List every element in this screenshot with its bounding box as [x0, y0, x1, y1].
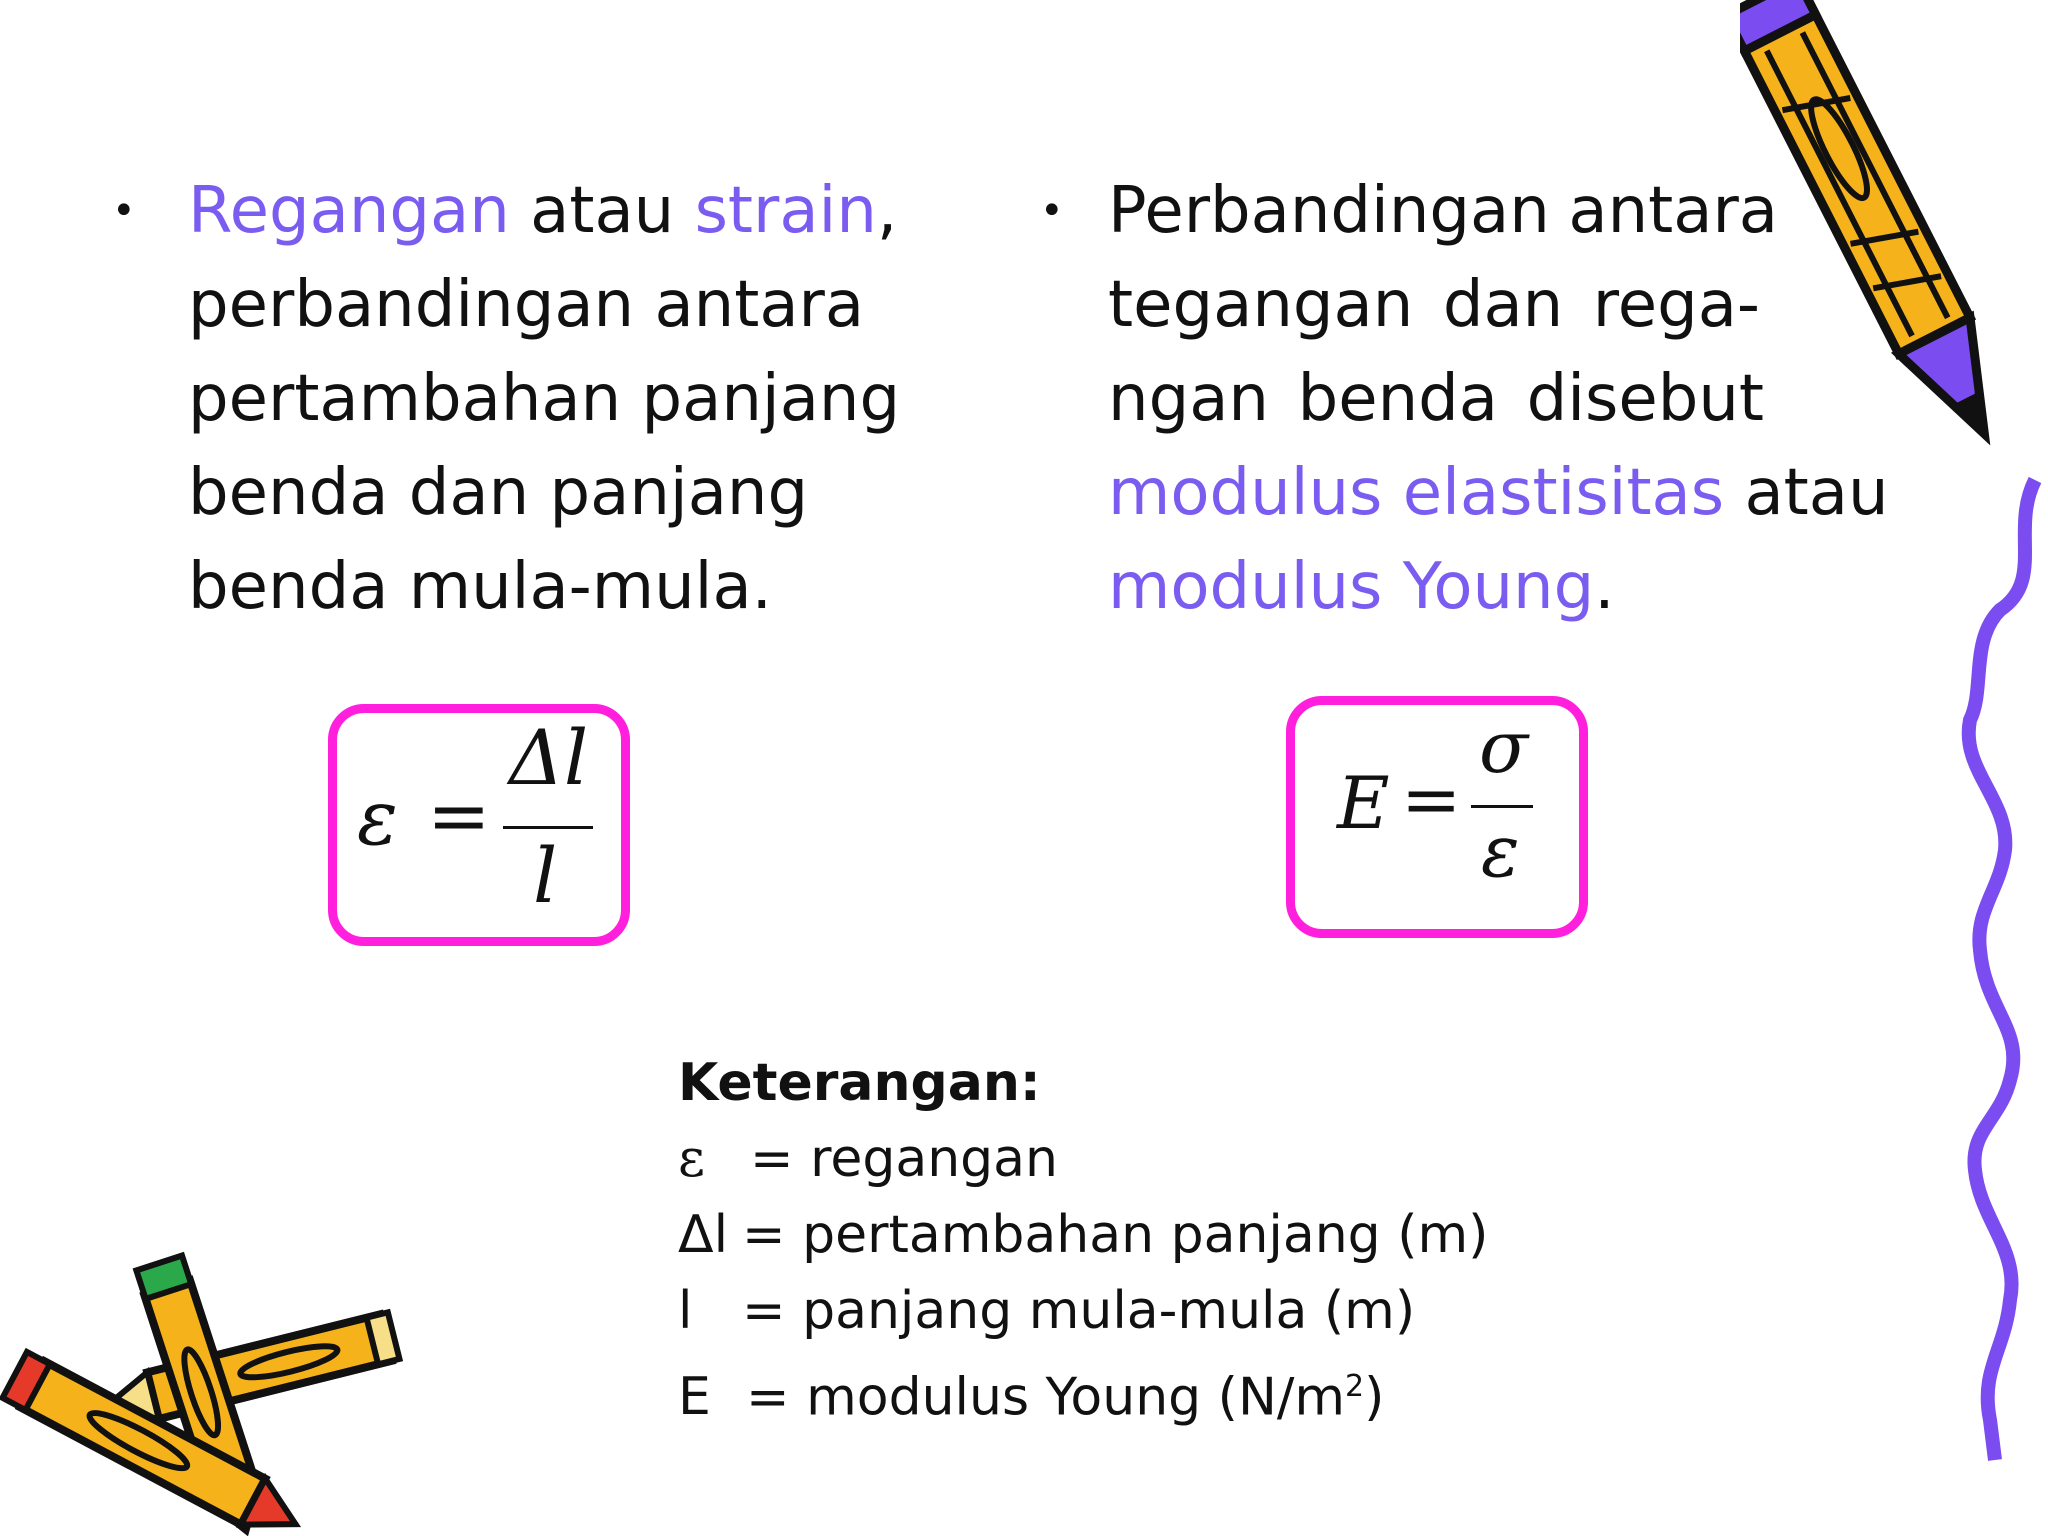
legend-text-close: ) [1364, 1367, 1385, 1428]
legend-row-delta-l [678, 1197, 1488, 1273]
denominator-epsilon: ε [1481, 809, 1520, 893]
fraction-bar [503, 826, 593, 829]
word: rega- [1592, 268, 1760, 342]
modulus-line-1 [1108, 164, 1778, 258]
connector-text: atau [509, 174, 695, 248]
modulus-line-5 [1108, 540, 1928, 634]
word: antara [1568, 174, 1778, 248]
numerator-delta-l: Δl [509, 713, 589, 802]
connector-text: atau [1724, 456, 1889, 530]
term-strain: strain [694, 174, 877, 248]
term-modulus-elastisitas: modulus elastisitas [1108, 456, 1725, 530]
legend-symbol: ε [678, 1129, 705, 1189]
legend-symbol: Δl [678, 1205, 729, 1265]
modulus-line-3 [1108, 352, 1764, 446]
squiggle-line-icon [1950, 470, 2048, 1470]
legend-row-epsilon [678, 1121, 1488, 1197]
strain-line-1 [188, 164, 948, 258]
equals-sign: = [427, 771, 491, 860]
word: dan [1442, 268, 1564, 342]
young-modulus-formula-box [1286, 696, 1588, 938]
legend-row-e [678, 1349, 1488, 1435]
legend [678, 1045, 1488, 1435]
pencil-icon [1740, 0, 2040, 500]
period: . [1594, 550, 1615, 624]
word: ngan [1108, 362, 1269, 436]
term-regangan: Regangan [188, 174, 510, 248]
word: disebut [1526, 362, 1764, 436]
legend-symbol: l [678, 1281, 693, 1341]
legend-symbol: E [678, 1367, 711, 1428]
word: tegangan [1108, 268, 1414, 342]
denominator-l: l [533, 831, 558, 920]
legend-title: Keterangan: [678, 1053, 1041, 1113]
strain-formula-box [328, 704, 630, 946]
comma: , [876, 174, 898, 248]
bullet-marker-right: • [1040, 188, 1064, 234]
modulus-line-2 [1108, 258, 1760, 352]
e-symbol: E [1337, 761, 1390, 845]
legend-text: = regangan [750, 1129, 1058, 1189]
epsilon-symbol: ε [357, 773, 398, 862]
strain-line-3: pertambahan panjang [188, 362, 901, 436]
strain-line-4: benda dan panjang [188, 456, 809, 530]
strain-definition [188, 164, 948, 634]
word: Perbandingan [1108, 174, 1550, 248]
crossed-pencils-icon [0, 1240, 420, 1536]
legend-row-l [678, 1273, 1488, 1349]
numerator-sigma: σ [1479, 705, 1529, 789]
legend-superscript: 2 [1345, 1369, 1365, 1404]
bullet-marker-left: • [112, 188, 136, 234]
fraction-bar [1471, 805, 1533, 808]
strain-line-5: benda mula-mula. [188, 550, 772, 624]
equals-sign: = [1401, 757, 1462, 841]
word: benda [1297, 362, 1498, 436]
legend-text: = modulus Young (N/m [746, 1367, 1346, 1428]
strain-line-2: perbandingan antara [188, 268, 865, 342]
term-modulus-young: modulus Young [1108, 550, 1595, 624]
legend-text: = pertambahan panjang (m) [742, 1205, 1489, 1265]
legend-text: = panjang mula-mula (m) [742, 1281, 1416, 1341]
